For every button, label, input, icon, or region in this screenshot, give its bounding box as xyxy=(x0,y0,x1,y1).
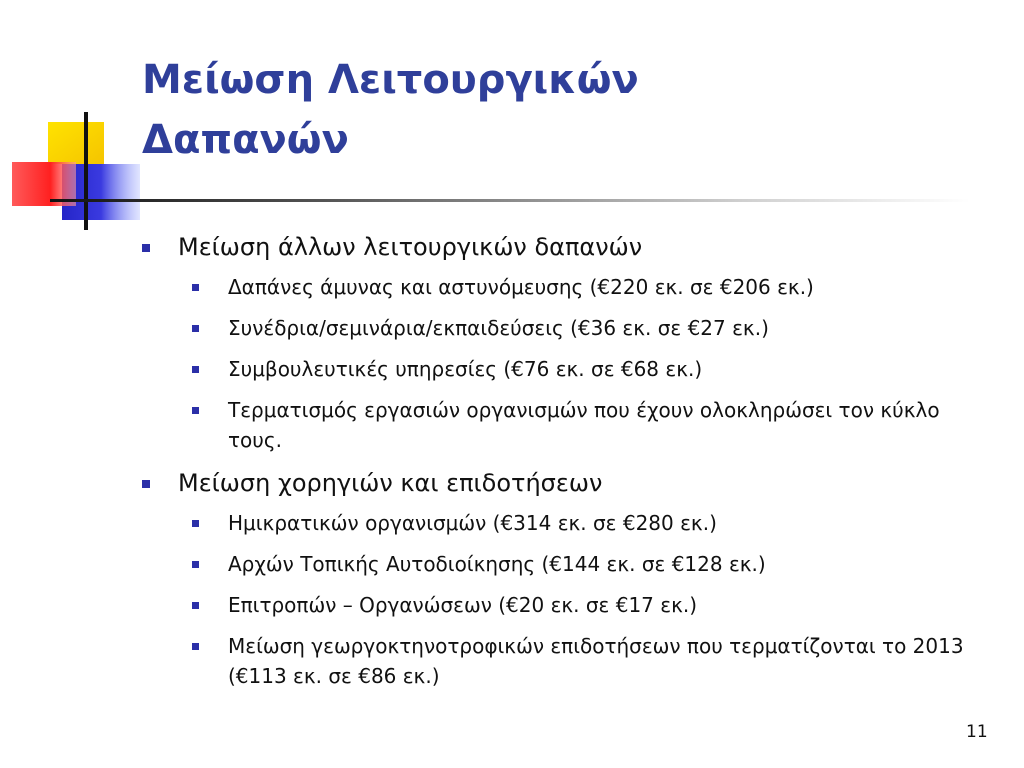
list-item xyxy=(140,508,980,538)
decorative-squares-graphic xyxy=(0,100,150,240)
black-vertical-line xyxy=(84,112,88,230)
yellow-square xyxy=(48,122,104,164)
section-heading xyxy=(140,230,980,264)
list-item-text: Αρχών Τοπικής Αυτοδιοίκησης (€144 εκ. σε €128 εκ.) xyxy=(228,552,766,576)
section-heading-text: Μείωση χορηγιών και επιδοτήσεων xyxy=(178,469,603,497)
slide-body xyxy=(140,230,980,702)
list-item xyxy=(140,590,980,620)
page-number: 11 xyxy=(966,722,988,742)
list-item-text: Ημικρατικών οργανισμών (€314 εκ. σε €280 εκ.) xyxy=(228,511,717,535)
list-item-text: Δαπάνες άμυνας και αστυνόμευσης (€220 εκ. σε €206 εκ.) xyxy=(228,275,814,299)
section-heading xyxy=(140,466,980,500)
bullet-icon xyxy=(192,602,199,609)
bullet-icon xyxy=(192,325,199,332)
slide-title-line-1: Μείωση Λειτουργικών xyxy=(142,57,639,103)
list-item xyxy=(140,549,980,579)
list-item-text: Συμβουλευτικές υπηρεσίες (€76 εκ. σε €68 εκ.) xyxy=(228,357,703,381)
list-item xyxy=(140,631,980,691)
list-item-text: Τερματισμός εργασιών οργανισμών που έχουν ολοκληρώσει τον κύκλο τους. xyxy=(228,398,940,452)
list-item xyxy=(140,313,980,343)
bullet-icon xyxy=(192,520,199,527)
section-heading-text: Μείωση άλλων λειτουργικών δαπανών xyxy=(178,233,643,261)
bullet-icon xyxy=(192,366,199,373)
list-item xyxy=(140,354,980,384)
list-item xyxy=(140,395,980,455)
bullet-icon xyxy=(142,480,150,488)
list-item-text: Επιτροπών – Οργανώσεων (€20 εκ. σε €17 εκ.) xyxy=(228,593,698,617)
bullet-icon xyxy=(192,284,199,291)
bullet-icon xyxy=(192,561,199,568)
list-item-text: Μείωση γεωργοκτηνοτροφικών επιδοτήσεων που τερματίζονται το 2013 (€113 εκ. σε €86 εκ.) xyxy=(228,634,964,688)
slide-title xyxy=(142,50,639,170)
bullet-icon xyxy=(142,244,150,252)
slide-title-line-2: Δαπανών xyxy=(142,117,349,163)
bullet-icon xyxy=(192,407,199,414)
title-divider xyxy=(50,199,970,202)
bullet-icon xyxy=(192,643,199,650)
list-item xyxy=(140,272,980,302)
list-item-text: Συνέδρια/σεμινάρια/εκπαιδεύσεις (€36 εκ. σε €27 εκ.) xyxy=(228,316,769,340)
